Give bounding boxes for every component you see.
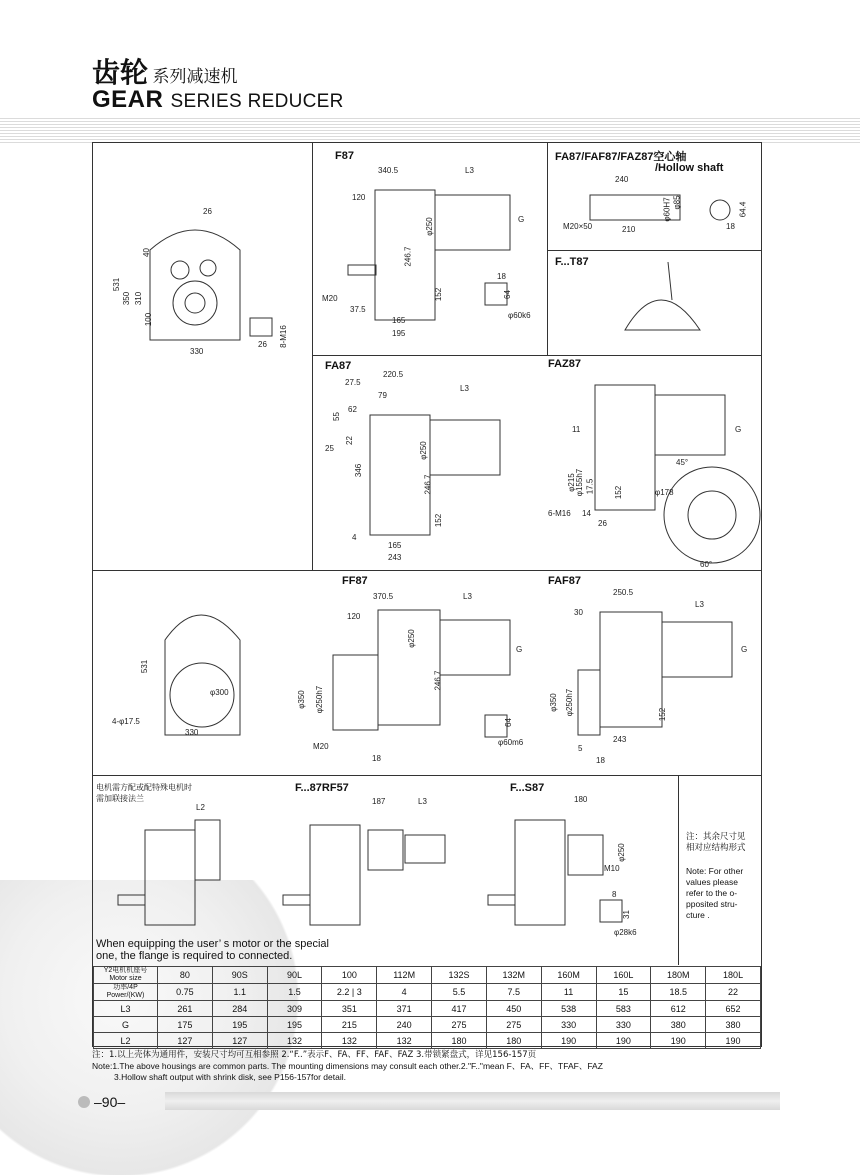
table-cell: 380: [651, 1017, 706, 1033]
table-cell: 5.5: [432, 984, 487, 1001]
table-cell: 215: [322, 1017, 377, 1033]
dim: 26: [258, 340, 267, 349]
dim: 64: [503, 718, 513, 727]
table-cell: 180: [432, 1033, 487, 1049]
table-cell: 175: [158, 1017, 213, 1033]
dim: φ300: [210, 688, 229, 697]
dim: 26: [203, 207, 212, 216]
row-header-en: Power/(KW): [106, 992, 145, 999]
table-cell: 195: [267, 1017, 322, 1033]
header-cn-subtitle: 系列减速机: [152, 67, 238, 87]
table-cell: 132: [267, 1033, 322, 1049]
equip-text: [96, 938, 329, 962]
dim: L3: [418, 797, 427, 806]
table-cell: 0.75: [158, 984, 213, 1001]
row-header-cn: 功率/4P: [113, 984, 138, 991]
label-special-cn2: 需加联接法兰: [96, 794, 144, 803]
equip-text-line: one, the flange is required to connected.: [96, 950, 293, 962]
dim: 243: [388, 553, 402, 562]
table-row: [94, 967, 761, 984]
table-cell: 240: [377, 1017, 432, 1033]
table-cell: 80: [158, 967, 213, 984]
table-cell: 284: [212, 1001, 267, 1017]
table-cell: 1.5: [267, 984, 322, 1001]
footer-note-en1: Note:1.The above housings are common parts. The mounting dimensions may consult each other.2."F.."mean F、FA、FF、TFAF、FAZ: [92, 1061, 603, 1071]
table-cell: 417: [432, 1001, 487, 1017]
table-cell: 275: [486, 1017, 541, 1033]
table-cell: 132M: [486, 967, 541, 984]
dim: 350: [122, 291, 132, 306]
side-note: [686, 832, 746, 921]
dim: 187: [372, 797, 386, 806]
side-note-en: pposited stru-: [686, 899, 738, 909]
label-fa87: FA87: [325, 360, 352, 372]
dim: 310: [134, 291, 144, 306]
table-row: [94, 1017, 761, 1033]
dim: 45°: [676, 458, 689, 467]
dim: 240: [615, 175, 629, 184]
footer-note-en2: 3.Hollow shaft output with shrink disk, see P156-157for detail.: [114, 1072, 346, 1082]
table-cell-part: 2.2: [336, 987, 350, 997]
label-f87rf57: F...87RF57: [295, 782, 349, 794]
table-cell: 380: [706, 1017, 761, 1033]
side-note-en: refer to the o-: [686, 888, 738, 898]
label-ff87: FF87: [342, 575, 368, 587]
dim: L3: [695, 600, 704, 609]
dim: 531: [112, 277, 122, 292]
dim: φ250h7: [565, 688, 575, 717]
table-cell: 180: [486, 1033, 541, 1049]
header-en-gear: GEAR: [92, 86, 164, 113]
dim: 30: [574, 608, 583, 617]
table-cell: 261: [158, 1001, 213, 1017]
dim: 152: [434, 513, 444, 528]
dim: φ250h7: [315, 685, 325, 714]
dim: 26: [598, 519, 607, 528]
table-cell: 330: [596, 1017, 651, 1033]
row-header-cn: Y2电机机座号: [103, 967, 148, 974]
dim: 250.5: [613, 588, 634, 597]
dim: 210: [622, 225, 636, 234]
dim: M20×50: [563, 222, 593, 231]
dim: G: [741, 645, 748, 654]
table-cell: 112M: [377, 967, 432, 984]
dim: 120: [352, 193, 366, 202]
dim: 60°: [700, 560, 713, 569]
table-cell: 7.5: [486, 984, 541, 1001]
table-cell: 275: [432, 1017, 487, 1033]
dim: 5: [578, 744, 583, 753]
dim: L2: [196, 803, 205, 812]
table-cell: 22: [706, 984, 761, 1001]
table-cell: 90L: [267, 967, 322, 984]
table-cell: 180L: [706, 967, 761, 984]
dim: 340.5: [378, 166, 399, 175]
dim: 31: [621, 910, 631, 919]
side-note-en: Note: For other: [686, 866, 744, 876]
dim: 62: [348, 405, 357, 414]
dim: φ85: [672, 195, 682, 210]
table-cell: 190: [651, 1033, 706, 1049]
dim: φ250: [424, 217, 434, 236]
dim: φ60H7: [662, 197, 672, 222]
dim: φ155h7: [575, 468, 585, 497]
dim: φ350: [296, 690, 306, 709]
dim: 64.4: [738, 201, 748, 218]
dim: 18: [497, 272, 506, 281]
dim: 4-φ17.5: [112, 717, 140, 726]
table-row: [94, 1001, 761, 1017]
label-special-cn1: 电机需方配或配特殊电机时: [96, 783, 192, 792]
dim: 330: [185, 728, 199, 737]
table-cell-part: 3: [356, 987, 362, 997]
dim: 55: [331, 412, 341, 421]
row-header: G: [94, 1017, 158, 1033]
dim: 27.5: [345, 378, 361, 387]
row-header: [94, 984, 158, 1001]
dim: 4: [352, 533, 357, 542]
table-cell: 11: [541, 984, 596, 1001]
label-faz87: FAZ87: [548, 358, 582, 370]
dim: 11: [572, 425, 581, 434]
table-cell: 195: [212, 1017, 267, 1033]
table-cell: 100: [322, 967, 377, 984]
dim: 6-M16: [548, 509, 571, 518]
dim: 18: [372, 754, 381, 763]
dim: L3: [463, 592, 472, 601]
side-note-en: cture .: [686, 910, 710, 920]
dim: 165: [392, 316, 406, 325]
dim: φ178: [655, 488, 674, 497]
table-cell: 538: [541, 1001, 596, 1017]
dim: L3: [460, 384, 469, 393]
row-header: L2: [94, 1033, 158, 1049]
table-cell: 18.5: [651, 984, 706, 1001]
table-row: [94, 984, 761, 1001]
dim: φ350: [548, 693, 558, 712]
dim: M10: [604, 864, 620, 873]
dim: L3: [465, 166, 474, 175]
equip-text-line: When equipping the user’ s motor or the special: [96, 938, 329, 950]
dim: 17.5: [585, 478, 595, 495]
motor-table: [93, 966, 761, 1049]
dim: φ28k6: [614, 928, 637, 937]
row-header-en: Motor size: [109, 975, 142, 982]
page-dot-icon: [78, 1096, 90, 1108]
table-cell: 330: [541, 1017, 596, 1033]
dim: φ60k6: [508, 311, 531, 320]
dim: M20: [322, 294, 338, 303]
dim: 79: [378, 391, 387, 400]
label-hollow-shaft: /Hollow shaft: [655, 162, 724, 174]
dim: 64: [502, 290, 512, 299]
row-header: [94, 967, 158, 984]
dim: φ250: [418, 441, 428, 460]
dim: 531: [140, 659, 150, 674]
dim: 165: [388, 541, 402, 550]
dim: φ215: [566, 473, 576, 492]
dim: 152: [658, 707, 668, 722]
dim: 37.5: [350, 305, 366, 314]
dim: G: [735, 425, 742, 434]
table-cell: 583: [596, 1001, 651, 1017]
dim: 25: [325, 444, 334, 453]
dim: 8-M16: [278, 325, 288, 348]
dim: 220.5: [383, 370, 404, 379]
footer-notes: [92, 1050, 603, 1083]
page-bar: [165, 1092, 780, 1110]
table-cell: 190: [541, 1033, 596, 1049]
table-cell: 190: [596, 1033, 651, 1049]
table-cell: 132S: [432, 967, 487, 984]
table-cell: 190: [706, 1033, 761, 1049]
table-cell: 309: [267, 1001, 322, 1017]
table-cell: 127: [212, 1033, 267, 1049]
page-number: –90–: [94, 1094, 126, 1110]
dim: G: [516, 645, 523, 654]
dim: 195: [392, 329, 406, 338]
side-note-cn2: 相对应结构形式: [686, 843, 746, 853]
table-cell: 160M: [541, 967, 596, 984]
dim: 14: [582, 509, 591, 518]
table-cell: 127: [158, 1033, 213, 1049]
table-cell: 351: [322, 1001, 377, 1017]
table-cell: 371: [377, 1001, 432, 1017]
side-note-en: values please: [686, 877, 738, 887]
dim: 180: [574, 795, 588, 804]
table-cell: 132: [322, 1033, 377, 1049]
header-cn-title: 齿轮: [92, 56, 149, 89]
dim: 22: [344, 436, 354, 445]
dim: 346: [354, 463, 364, 478]
dim: 330: [190, 347, 204, 356]
footer-note-cn: 注：1.以上壳体为通用件，安装尺寸均可互相参照 2.“F..”表示F、FA、FF、FAF、FAZ 3.带锁紧盘式，详见156-157页: [92, 1050, 537, 1060]
dim: 370.5: [373, 592, 394, 601]
dim: M20: [313, 742, 329, 751]
dim: 40: [141, 248, 151, 257]
dim: φ60m6: [498, 738, 524, 747]
table-cell: 652: [706, 1001, 761, 1017]
row-header: L3: [94, 1001, 158, 1017]
dim: 152: [434, 287, 444, 302]
label-fs87: F...S87: [510, 782, 545, 794]
label-f87: F87: [335, 150, 354, 162]
label-fa-hollow: FA87/FAF87/FAZ87空心轴: [555, 151, 687, 163]
dim: 18: [726, 222, 735, 231]
dim: 243: [613, 735, 627, 744]
dim: 246.7: [423, 474, 433, 495]
dim: G: [518, 215, 525, 224]
dim: 246.7: [433, 670, 443, 691]
table-cell: 132: [377, 1033, 432, 1049]
dim: 18: [596, 756, 605, 765]
table-cell: 15: [596, 984, 651, 1001]
table-cell: 2.2 | 3: [322, 984, 377, 1001]
table-cell: 180M: [651, 967, 706, 984]
dim: 100: [144, 312, 154, 327]
table-row: [94, 1033, 761, 1049]
label-faf87: FAF87: [548, 575, 582, 587]
table-cell: 4: [377, 984, 432, 1001]
dim: 246.7: [403, 246, 413, 267]
dim: 152: [614, 485, 624, 500]
side-note-cn1: 注：其余尺寸见: [686, 832, 746, 842]
dim: φ250: [406, 629, 416, 648]
table-cell: 160L: [596, 967, 651, 984]
table-cell: 450: [486, 1001, 541, 1017]
dim: 120: [347, 612, 361, 621]
header-en-series: SERIES REDUCER: [170, 91, 344, 112]
dim: 8: [612, 890, 617, 899]
dim: φ250: [616, 843, 626, 862]
table-cell: 1.1: [212, 984, 267, 1001]
table-cell: 90S: [212, 967, 267, 984]
label-ft87: F...T87: [555, 256, 589, 268]
table-cell: 612: [651, 1001, 706, 1017]
